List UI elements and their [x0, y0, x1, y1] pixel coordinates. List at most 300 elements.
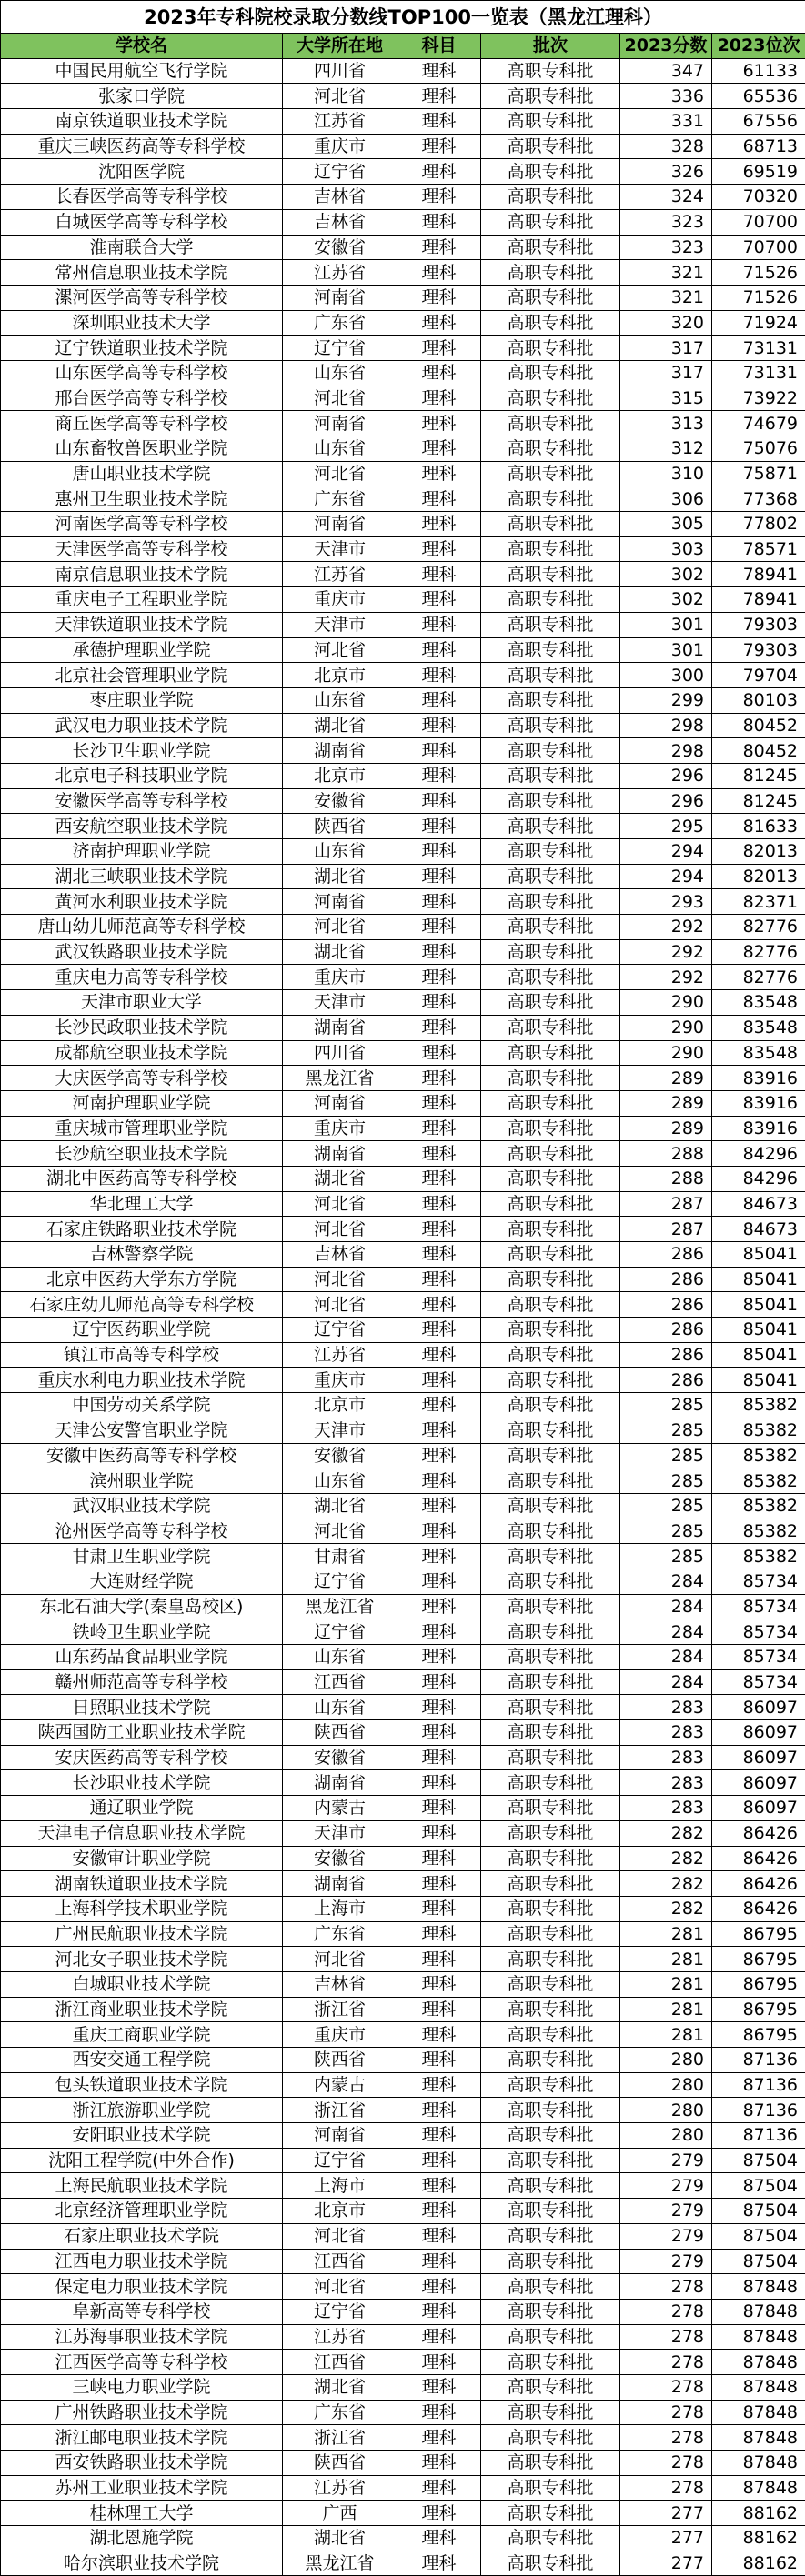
- rank-cell: 86097: [712, 1770, 805, 1796]
- rank-cell: 86426: [712, 1896, 805, 1921]
- batch-cell: 高职专科批: [481, 58, 620, 84]
- score-cell: 287: [620, 1191, 712, 1217]
- score-cell: 301: [620, 637, 712, 663]
- location-cell: 山东省: [283, 1695, 397, 1720]
- location-cell: 黑龙江省: [283, 1066, 397, 1091]
- location-cell: 浙江省: [283, 2425, 397, 2451]
- rank-cell: 85041: [712, 1368, 805, 1393]
- subject-cell: 理科: [397, 1544, 481, 1569]
- rank-cell: 87848: [712, 2299, 805, 2324]
- batch-cell: 高职专科批: [481, 2199, 620, 2224]
- table-row: [1, 1166, 805, 1191]
- location-cell: 安徽省: [283, 1745, 397, 1770]
- school-name-cell: 安徽审计职业学院: [1, 1846, 283, 1871]
- location-cell: 河北省: [283, 461, 397, 486]
- location-cell: 重庆市: [283, 965, 397, 990]
- school-name-cell: 河南护理职业学院: [1, 1090, 283, 1116]
- table-row: [1, 2148, 805, 2173]
- location-cell: 安徽省: [283, 788, 397, 814]
- batch-cell: 高职专科批: [481, 1695, 620, 1720]
- school-name-cell: 桂林理工大学: [1, 2501, 283, 2526]
- table-row: [1, 2249, 805, 2274]
- rank-cell: 87848: [712, 2425, 805, 2451]
- location-cell: 河北省: [283, 84, 397, 109]
- subject-cell: 理科: [397, 1820, 481, 1846]
- location-cell: 湖南省: [283, 1141, 397, 1167]
- school-name-cell: 西安铁路职业技术学院: [1, 2451, 283, 2476]
- table-row: [1, 461, 805, 486]
- score-cell: 292: [620, 939, 712, 965]
- rank-cell: 83916: [712, 1116, 805, 1141]
- subject-cell: 理科: [397, 1217, 481, 1242]
- score-cell: 281: [620, 1947, 712, 1972]
- batch-cell: 高职专科批: [481, 939, 620, 965]
- score-cell: 284: [620, 1569, 712, 1594]
- table-row: [1, 687, 805, 713]
- location-cell: 四川省: [283, 1040, 397, 1066]
- subject-cell: 理科: [397, 915, 481, 940]
- table-row: [1, 2350, 805, 2375]
- school-name-cell: 湖北恩施学院: [1, 2526, 283, 2551]
- table-row: [1, 235, 805, 260]
- subject-cell: 理科: [397, 2324, 481, 2350]
- rank-cell: 87136: [712, 2048, 805, 2073]
- table-row: [1, 1116, 805, 1141]
- school-name-cell: 石家庄职业技术学院: [1, 2223, 283, 2249]
- batch-cell: 高职专科批: [481, 1896, 620, 1921]
- location-cell: 山东省: [283, 1468, 397, 1494]
- table-row: [1, 486, 805, 512]
- rank-cell: 79303: [712, 637, 805, 663]
- table-row: [1, 1493, 805, 1519]
- location-cell: 湖北省: [283, 713, 397, 738]
- school-name-cell: 西安交通工程学院: [1, 2048, 283, 2073]
- location-cell: 四川省: [283, 58, 397, 84]
- subject-cell: 理科: [397, 486, 481, 512]
- table-row: [1, 436, 805, 462]
- school-name-cell: 日照职业技术学院: [1, 1695, 283, 1720]
- school-name-cell: 长沙职业技术学院: [1, 1770, 283, 1796]
- table-row: [1, 1292, 805, 1318]
- rank-cell: 85041: [712, 1267, 805, 1292]
- batch-cell: 高职专科批: [481, 285, 620, 310]
- score-cell: 279: [620, 2199, 712, 2224]
- school-name-cell: 成都航空职业技术学院: [1, 1040, 283, 1066]
- batch-cell: 高职专科批: [481, 687, 620, 713]
- subject-cell: 理科: [397, 2299, 481, 2324]
- subject-cell: 理科: [397, 2526, 481, 2551]
- score-cell: 277: [620, 2551, 712, 2576]
- school-name-cell: 北京社会管理职业学院: [1, 663, 283, 688]
- batch-cell: 高职专科批: [481, 1342, 620, 1368]
- school-name-cell: 天津公安警官职业学院: [1, 1418, 283, 1443]
- score-cell: 302: [620, 587, 712, 613]
- batch-cell: 高职专科批: [481, 713, 620, 738]
- batch-cell: 高职专科批: [481, 2249, 620, 2274]
- subject-cell: 理科: [397, 411, 481, 436]
- table-title: 2023年专科院校录取分数线TOP100一览表（黑龙江理科）: [1, 1, 805, 34]
- school-name-cell: 济南护理职业学院: [1, 839, 283, 865]
- table-row: [1, 2501, 805, 2526]
- score-cell: 296: [620, 788, 712, 814]
- rank-cell: 74679: [712, 411, 805, 436]
- school-name-cell: 张家口学院: [1, 84, 283, 109]
- batch-cell: 高职专科批: [481, 84, 620, 109]
- subject-cell: 理科: [397, 562, 481, 587]
- school-name-cell: 湖北三峡职业技术学院: [1, 864, 283, 889]
- location-cell: 吉林省: [283, 185, 397, 210]
- table-row: [1, 713, 805, 738]
- rank-cell: 80103: [712, 687, 805, 713]
- rank-cell: 85382: [712, 1393, 805, 1418]
- table-row: [1, 1669, 805, 1695]
- batch-cell: 高职专科批: [481, 738, 620, 764]
- subject-cell: 理科: [397, 235, 481, 260]
- rank-cell: 81633: [712, 814, 805, 839]
- batch-cell: 高职专科批: [481, 2123, 620, 2149]
- location-cell: 重庆市: [283, 134, 397, 159]
- table-row: [1, 1318, 805, 1343]
- location-cell: 天津市: [283, 1820, 397, 1846]
- score-cell: 286: [620, 1267, 712, 1292]
- location-cell: 湖南省: [283, 1015, 397, 1040]
- school-name-cell: 安徽中医药高等专科学校: [1, 1443, 283, 1468]
- score-cell: 288: [620, 1141, 712, 1167]
- subject-cell: 理科: [397, 1443, 481, 1468]
- location-cell: 辽宁省: [283, 1619, 397, 1645]
- score-cell: 278: [620, 2475, 712, 2501]
- location-cell: 江苏省: [283, 2324, 397, 2350]
- table-row: [1, 185, 805, 210]
- batch-cell: 高职专科批: [481, 1368, 620, 1393]
- score-cell: 347: [620, 58, 712, 84]
- location-cell: 湖北省: [283, 864, 397, 889]
- score-cell: 296: [620, 763, 712, 788]
- location-cell: 江西省: [283, 2350, 397, 2375]
- score-cell: 278: [620, 2451, 712, 2476]
- table-row: [1, 109, 805, 135]
- school-name-cell: 天津电子信息职业技术学院: [1, 1820, 283, 1846]
- rank-cell: 85734: [712, 1594, 805, 1619]
- school-name-cell: 湖南铁道职业技术学院: [1, 1871, 283, 1897]
- rank-cell: 69519: [712, 159, 805, 185]
- batch-cell: 高职专科批: [481, 1921, 620, 1947]
- batch-cell: 高职专科批: [481, 1493, 620, 1519]
- subject-cell: 理科: [397, 763, 481, 788]
- subject-cell: 理科: [397, 436, 481, 462]
- table-row: [1, 839, 805, 865]
- batch-cell: 高职专科批: [481, 386, 620, 411]
- rank-cell: 85734: [712, 1619, 805, 1645]
- table-row: [1, 1217, 805, 1242]
- school-name-cell: 北京中医药大学东方学院: [1, 1267, 283, 1292]
- table-row: [1, 612, 805, 637]
- table-row: [1, 2274, 805, 2300]
- score-cell: 326: [620, 159, 712, 185]
- score-cell: 321: [620, 260, 712, 286]
- school-name-cell: 苏州工业职业技术学院: [1, 2475, 283, 2501]
- subject-cell: 理科: [397, 612, 481, 637]
- subject-cell: 理科: [397, 159, 481, 185]
- subject-cell: 理科: [397, 788, 481, 814]
- rank-cell: 87848: [712, 2350, 805, 2375]
- location-cell: 山东省: [283, 360, 397, 386]
- school-name-cell: 阜新高等专科学校: [1, 2299, 283, 2324]
- score-cell: 286: [620, 1292, 712, 1318]
- header-rank: 2023位次: [712, 34, 805, 59]
- rank-cell: 86795: [712, 1921, 805, 1947]
- subject-cell: 理科: [397, 1846, 481, 1871]
- table-row: [1, 1796, 805, 1821]
- score-cell: 284: [620, 1669, 712, 1695]
- rank-cell: 85041: [712, 1242, 805, 1268]
- table-row: [1, 1544, 805, 1569]
- location-cell: 河北省: [283, 386, 397, 411]
- score-cell: 320: [620, 310, 712, 336]
- score-cell: 285: [620, 1493, 712, 1519]
- subject-cell: 理科: [397, 1015, 481, 1040]
- score-cell: 299: [620, 687, 712, 713]
- rank-cell: 82013: [712, 864, 805, 889]
- score-cell: 305: [620, 512, 712, 537]
- school-name-cell: 承德护理职业学院: [1, 637, 283, 663]
- rank-cell: 82013: [712, 839, 805, 865]
- batch-cell: 高职专科批: [481, 1418, 620, 1443]
- batch-cell: 高职专科批: [481, 2350, 620, 2375]
- score-cell: 278: [620, 2350, 712, 2375]
- rank-cell: 85734: [712, 1569, 805, 1594]
- table-row: [1, 2072, 805, 2098]
- score-cell: 279: [620, 2148, 712, 2173]
- batch-cell: 高职专科批: [481, 185, 620, 210]
- school-name-cell: 浙江旅游职业学院: [1, 2098, 283, 2123]
- table-row: [1, 84, 805, 109]
- rank-cell: 85382: [712, 1468, 805, 1494]
- rank-cell: 88162: [712, 2551, 805, 2576]
- school-name-cell: 通辽职业学院: [1, 1796, 283, 1821]
- score-cell: 294: [620, 864, 712, 889]
- score-cell: 277: [620, 2526, 712, 2551]
- rank-cell: 83548: [712, 1040, 805, 1066]
- rank-cell: 70700: [712, 235, 805, 260]
- subject-cell: 理科: [397, 310, 481, 336]
- header-location: 大学所在地: [283, 34, 397, 59]
- batch-cell: 高职专科批: [481, 1292, 620, 1318]
- score-cell: 328: [620, 134, 712, 159]
- location-cell: 湖北省: [283, 1166, 397, 1191]
- batch-cell: 高职专科批: [481, 2148, 620, 2173]
- table-row: [1, 58, 805, 84]
- batch-cell: 高职专科批: [481, 2451, 620, 2476]
- batch-cell: 高职专科批: [481, 2173, 620, 2199]
- location-cell: 黑龙江省: [283, 1594, 397, 1619]
- subject-cell: 理科: [397, 1066, 481, 1091]
- rank-cell: 86795: [712, 1997, 805, 2022]
- subject-cell: 理科: [397, 1745, 481, 1770]
- subject-cell: 理科: [397, 360, 481, 386]
- rank-cell: 87136: [712, 2072, 805, 2098]
- batch-cell: 高职专科批: [481, 1997, 620, 2022]
- score-cell: 321: [620, 285, 712, 310]
- school-name-cell: 镇江市高等专科学校: [1, 1342, 283, 1368]
- subject-cell: 理科: [397, 990, 481, 1016]
- rank-cell: 86426: [712, 1871, 805, 1897]
- subject-cell: 理科: [397, 1720, 481, 1746]
- score-cell: 292: [620, 965, 712, 990]
- school-name-cell: 吉林警察学院: [1, 1242, 283, 1268]
- location-cell: 北京市: [283, 2199, 397, 2224]
- rank-cell: 87504: [712, 2249, 805, 2274]
- score-cell: 282: [620, 1896, 712, 1921]
- batch-cell: 高职专科批: [481, 2022, 620, 2048]
- score-cell: 290: [620, 990, 712, 1016]
- location-cell: 吉林省: [283, 1242, 397, 1268]
- location-cell: 山东省: [283, 839, 397, 865]
- score-cell: 281: [620, 1997, 712, 2022]
- location-cell: 河北省: [283, 2274, 397, 2300]
- school-name-cell: 商丘医学高等专科学校: [1, 411, 283, 436]
- table-row: [1, 2425, 805, 2451]
- batch-cell: 高职专科批: [481, 763, 620, 788]
- table-row: [1, 1720, 805, 1746]
- subject-cell: 理科: [397, 814, 481, 839]
- rank-cell: 80452: [712, 713, 805, 738]
- batch-cell: 高职专科批: [481, 663, 620, 688]
- batch-cell: 高职专科批: [481, 1971, 620, 1997]
- table-row: [1, 788, 805, 814]
- rank-cell: 73922: [712, 386, 805, 411]
- score-cell: 286: [620, 1368, 712, 1393]
- subject-cell: 理科: [397, 84, 481, 109]
- school-name-cell: 天津铁道职业技术学院: [1, 612, 283, 637]
- location-cell: 内蒙古: [283, 1796, 397, 1821]
- location-cell: 河南省: [283, 285, 397, 310]
- school-name-cell: 北京经济管理职业学院: [1, 2199, 283, 2224]
- subject-cell: 理科: [397, 2274, 481, 2300]
- rank-cell: 73131: [712, 360, 805, 386]
- batch-cell: 高职专科批: [481, 109, 620, 135]
- table-row: [1, 2324, 805, 2350]
- school-name-cell: 河南医学高等专科学校: [1, 512, 283, 537]
- batch-cell: 高职专科批: [481, 1318, 620, 1343]
- location-cell: 山东省: [283, 436, 397, 462]
- subject-cell: 理科: [397, 1468, 481, 1494]
- rank-cell: 85041: [712, 1342, 805, 1368]
- batch-cell: 高职专科批: [481, 411, 620, 436]
- location-cell: 重庆市: [283, 2022, 397, 2048]
- score-cell: 300: [620, 663, 712, 688]
- subject-cell: 理科: [397, 1368, 481, 1393]
- batch-cell: 高职专科批: [481, 1116, 620, 1141]
- rank-cell: 85734: [712, 1669, 805, 1695]
- location-cell: 河北省: [283, 1292, 397, 1318]
- rank-cell: 65536: [712, 84, 805, 109]
- table-row: [1, 1468, 805, 1494]
- batch-cell: 高职专科批: [481, 1191, 620, 1217]
- location-cell: 广西: [283, 2501, 397, 2526]
- subject-cell: 理科: [397, 2123, 481, 2149]
- location-cell: 上海市: [283, 1896, 397, 1921]
- batch-cell: 高职专科批: [481, 2374, 620, 2400]
- school-name-cell: 重庆工商职业学院: [1, 2022, 283, 2048]
- score-cell: 278: [620, 2374, 712, 2400]
- location-cell: 天津市: [283, 990, 397, 1016]
- school-name-cell: 黄河水利职业技术学院: [1, 889, 283, 915]
- location-cell: 江西省: [283, 1669, 397, 1695]
- rank-cell: 86795: [712, 2022, 805, 2048]
- subject-cell: 理科: [397, 864, 481, 889]
- batch-cell: 高职专科批: [481, 1669, 620, 1695]
- subject-cell: 理科: [397, 1116, 481, 1141]
- rank-cell: 70700: [712, 209, 805, 235]
- location-cell: 河北省: [283, 1519, 397, 1544]
- rank-cell: 87848: [712, 2374, 805, 2400]
- subject-cell: 理科: [397, 1267, 481, 1292]
- rank-cell: 77802: [712, 512, 805, 537]
- rank-cell: 87848: [712, 2451, 805, 2476]
- table-row: [1, 1342, 805, 1368]
- table-row: [1, 763, 805, 788]
- score-cell: 279: [620, 2223, 712, 2249]
- batch-cell: 高职专科批: [481, 1619, 620, 1645]
- subject-cell: 理科: [397, 1871, 481, 1897]
- school-name-cell: 武汉铁路职业技术学院: [1, 939, 283, 965]
- batch-cell: 高职专科批: [481, 1141, 620, 1167]
- rank-cell: 86795: [712, 1971, 805, 1997]
- subject-cell: 理科: [397, 285, 481, 310]
- batch-cell: 高职专科批: [481, 1468, 620, 1494]
- rank-cell: 87504: [712, 2148, 805, 2173]
- batch-cell: 高职专科批: [481, 310, 620, 336]
- school-name-cell: 唐山幼儿师范高等专科学校: [1, 915, 283, 940]
- batch-cell: 高职专科批: [481, 2324, 620, 2350]
- subject-cell: 理科: [397, 1418, 481, 1443]
- location-cell: 湖北省: [283, 939, 397, 965]
- batch-cell: 高职专科批: [481, 1645, 620, 1670]
- subject-cell: 理科: [397, 1493, 481, 1519]
- score-cell: 278: [620, 2425, 712, 2451]
- location-cell: 陕西省: [283, 2048, 397, 2073]
- table-row: [1, 411, 805, 436]
- table-row: [1, 1971, 805, 1997]
- school-name-cell: 东北石油大学(秦皇岛校区): [1, 1594, 283, 1619]
- school-name-cell: 沈阳工程学院(中外合作): [1, 2148, 283, 2173]
- table-row: [1, 2098, 805, 2123]
- score-cell: 278: [620, 2299, 712, 2324]
- score-cell: 281: [620, 1921, 712, 1947]
- subject-cell: 理科: [397, 2249, 481, 2274]
- subject-cell: 理科: [397, 1594, 481, 1619]
- score-cell: 285: [620, 1443, 712, 1468]
- location-cell: 江苏省: [283, 260, 397, 286]
- rank-cell: 87136: [712, 2098, 805, 2123]
- subject-cell: 理科: [397, 587, 481, 613]
- rank-cell: 85382: [712, 1443, 805, 1468]
- school-name-cell: 枣庄职业学院: [1, 687, 283, 713]
- school-name-cell: 石家庄铁路职业技术学院: [1, 1217, 283, 1242]
- location-cell: 吉林省: [283, 1971, 397, 1997]
- location-cell: 辽宁省: [283, 159, 397, 185]
- subject-cell: 理科: [397, 2173, 481, 2199]
- school-name-cell: 重庆城市管理职业学院: [1, 1116, 283, 1141]
- rank-cell: 71526: [712, 285, 805, 310]
- score-cell: 317: [620, 336, 712, 361]
- score-cell: 277: [620, 2501, 712, 2526]
- rank-cell: 85382: [712, 1519, 805, 1544]
- subject-cell: 理科: [397, 713, 481, 738]
- rank-cell: 87848: [712, 2274, 805, 2300]
- subject-cell: 理科: [397, 2148, 481, 2173]
